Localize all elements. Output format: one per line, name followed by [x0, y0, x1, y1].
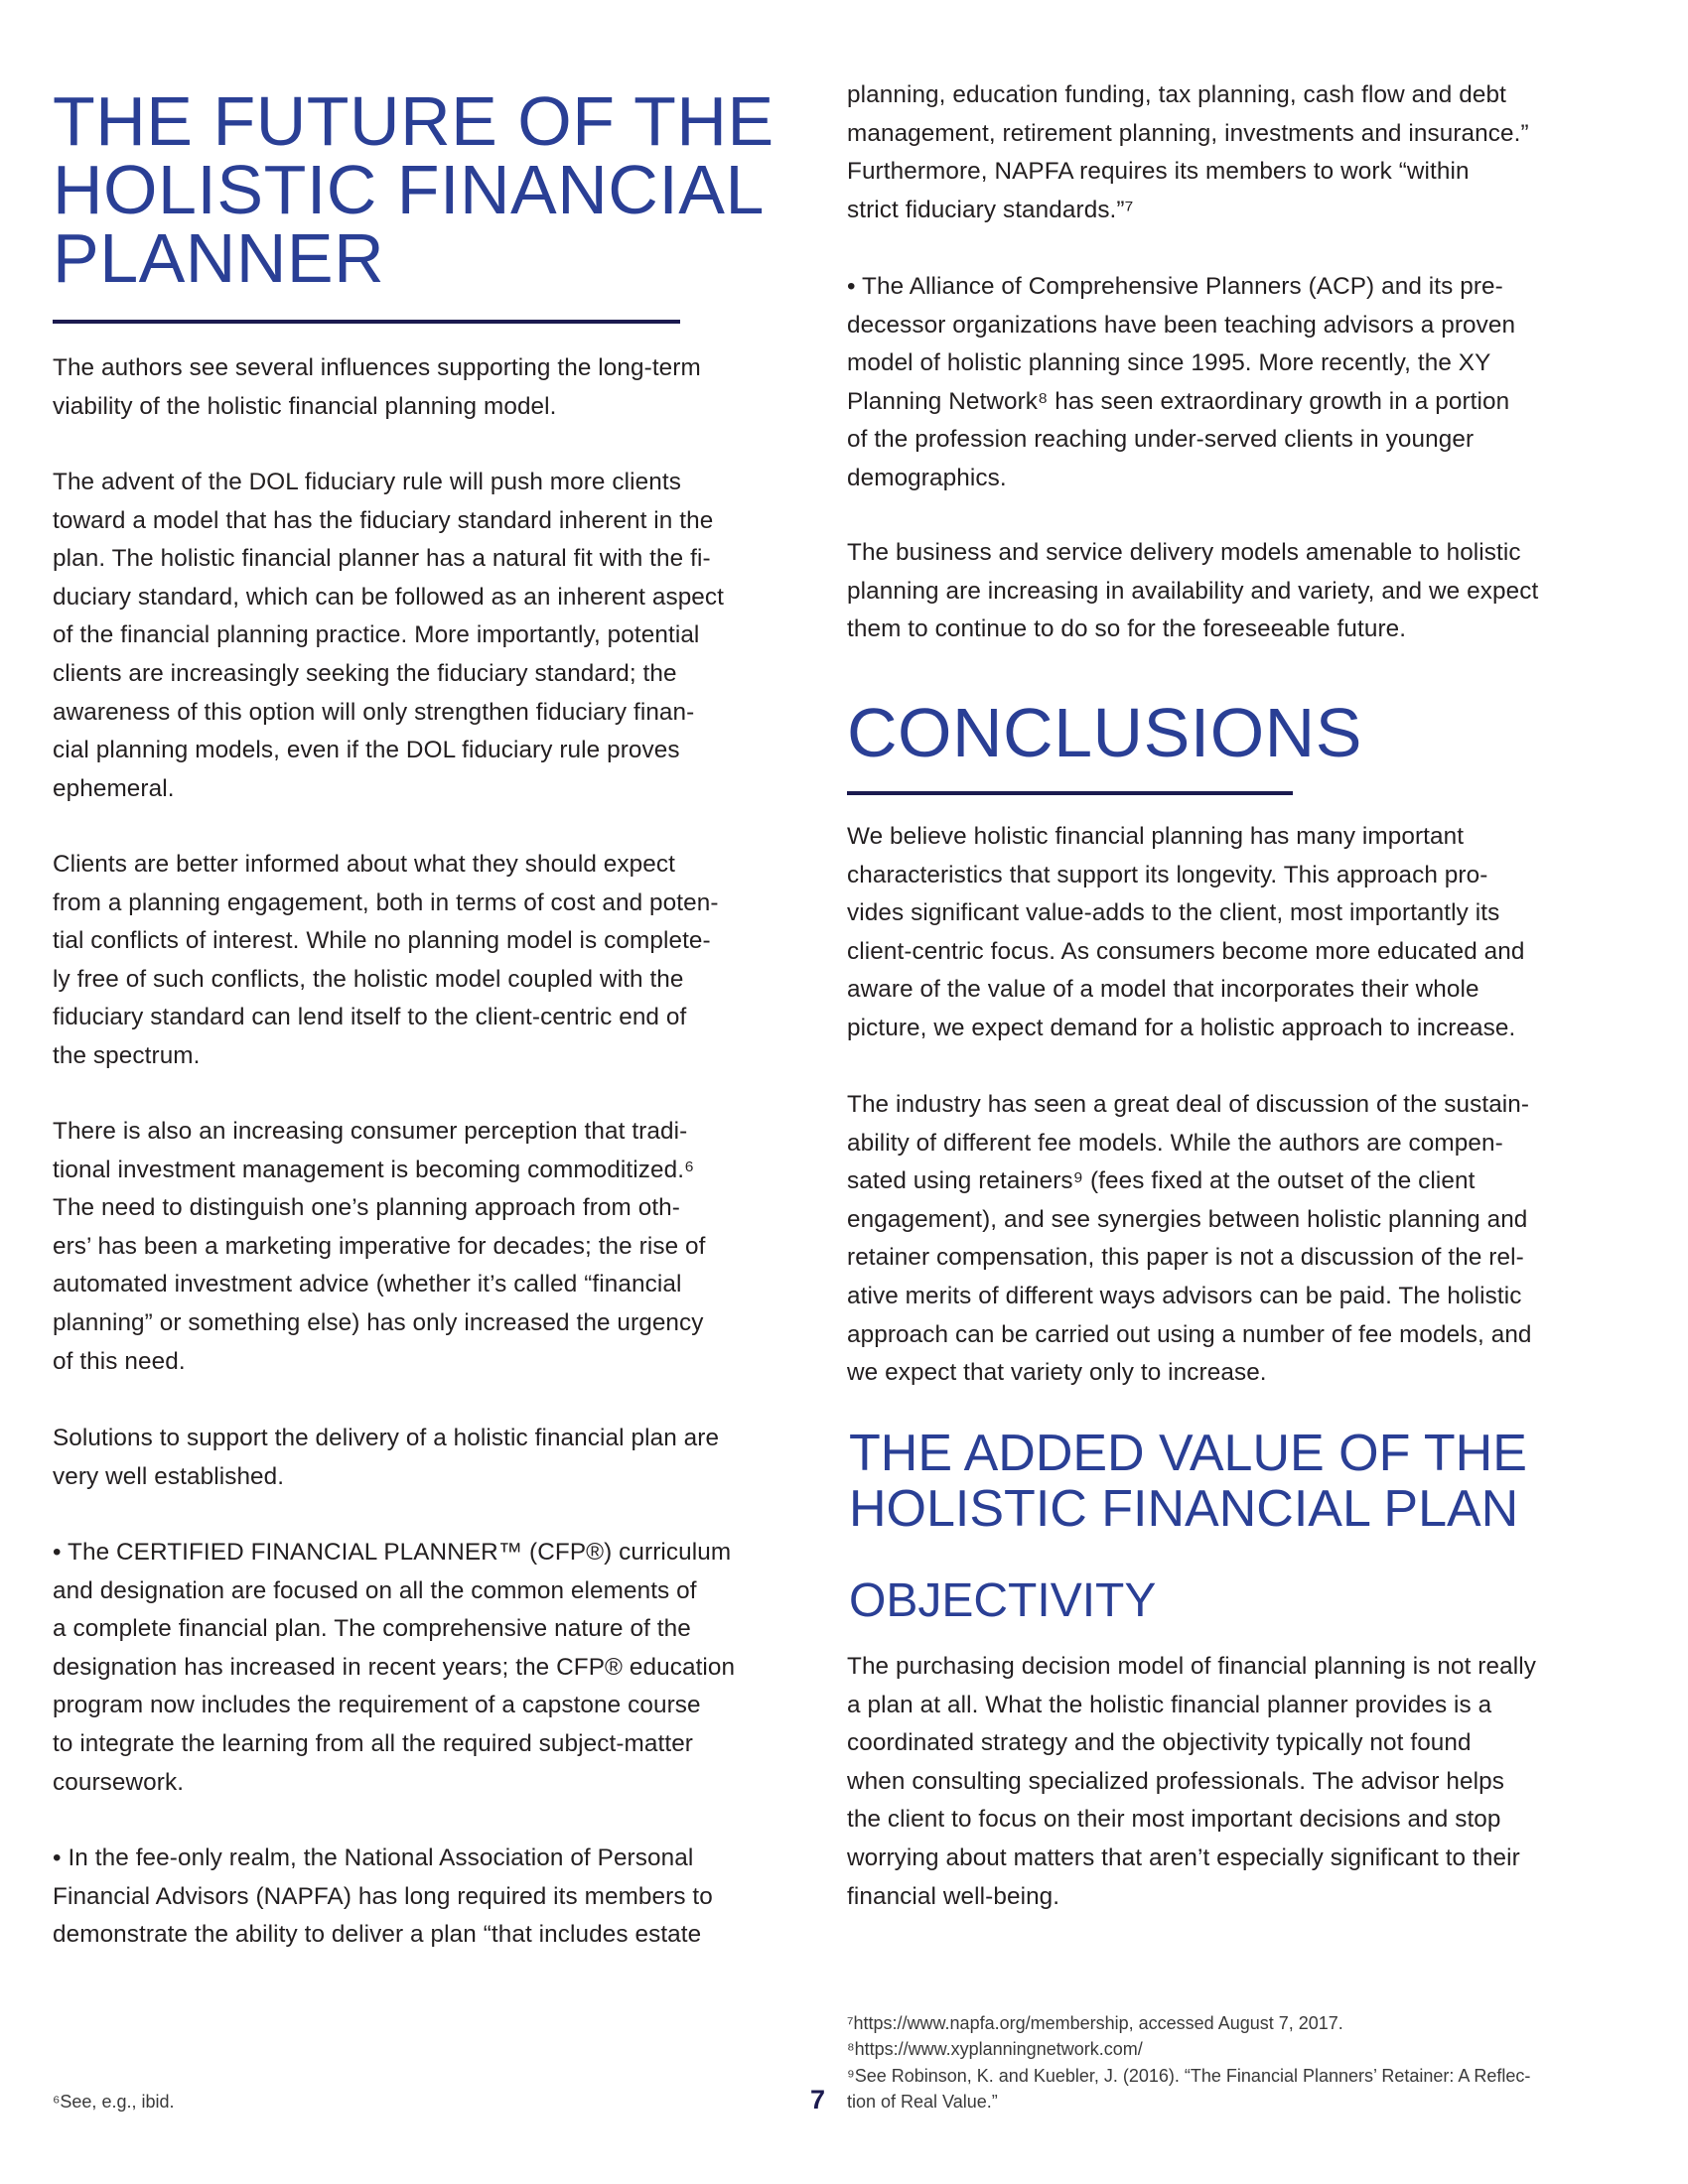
text-line: The purchasing decision model of financial planning is not really — [847, 1653, 1536, 1680]
paragraph — [53, 349, 701, 426]
objectivity-heading: OBJECTIVITY — [849, 1574, 1157, 1627]
bullet-paragraph — [53, 1534, 735, 1802]
text-line: toward a model that has the fiduciary standard inherent in the — [53, 506, 714, 534]
title-line: PLANNER — [53, 219, 385, 297]
paragraph — [53, 1113, 706, 1381]
text-line: ability of different fee models. While the authors are compen- — [847, 1129, 1503, 1157]
paragraph — [53, 464, 724, 808]
text-line: tial conflicts of interest. While no planning model is complete- — [53, 927, 711, 955]
bullet-paragraph — [847, 268, 1515, 498]
text-line: characteristics that support its longevity. This approach pro- — [847, 861, 1488, 888]
text-line: The authors see several influences supporting the long-term — [53, 354, 701, 381]
footnote: ⁶See, e.g., ibid. — [53, 2092, 175, 2112]
text-line: fiduciary standard can lend itself to the client-centric end of — [53, 1004, 687, 1031]
text-line: automated investment advice (whether it’s called “financial — [53, 1271, 682, 1298]
text-line: sated using retainers⁹ (fees fixed at the outset of the client — [847, 1167, 1476, 1195]
footnote: ⁷https://www.napfa.org/membership, accessed August 7, 2017. — [847, 2013, 1343, 2033]
text-line: of the profession reaching under-served clients in younger — [847, 426, 1475, 454]
text-line: vides significant value-adds to the client, most importantly its — [847, 899, 1500, 927]
text-line: duciary standard, which can be followed as an inherent aspect — [53, 583, 725, 611]
text-line: client-centric focus. As consumers become more educated and — [847, 937, 1525, 965]
text-line: a complete financial plan. The comprehensive nature of the — [53, 1615, 691, 1643]
text-line: picture, we expect demand for a holistic approach to increase. — [847, 1014, 1516, 1041]
text-line: we expect that variety only to increase. — [847, 1359, 1267, 1387]
text-line: financial well-being. — [847, 1882, 1060, 1910]
text-line: strict fiduciary standards.”⁷ — [847, 196, 1134, 223]
text-line: very well established. — [53, 1462, 285, 1490]
text-line: decessor organizations have been teaching advisors a proven — [847, 311, 1516, 339]
text-line: a plan at all. What the holistic financial planner provides is a — [847, 1691, 1492, 1718]
text-line: planning, education funding, tax planning, cash flow and debt — [847, 81, 1506, 108]
added-value-heading — [849, 1426, 1527, 1537]
text-line: of the financial planning practice. More importantly, potential — [53, 621, 700, 649]
paragraph — [53, 846, 719, 1076]
text-line: • In the fee-only realm, the National Association of Personal — [53, 1844, 694, 1871]
text-line: • The Alliance of Comprehensive Planners (ACP) and its pre- — [847, 273, 1503, 300]
conclusions-heading: CONCLUSIONS — [847, 694, 1362, 771]
paragraph — [53, 1420, 719, 1496]
text-line: Furthermore, NAPFA requires its members to work “within — [847, 158, 1470, 186]
heading-line: HOLISTIC FINANCIAL PLAN — [849, 1480, 1519, 1538]
text-line: demographics. — [847, 464, 1007, 491]
text-line: the client to focus on their most important decisions and stop — [847, 1806, 1501, 1834]
paragraph — [847, 1086, 1532, 1393]
text-line: program now includes the requirement of a capstone course — [53, 1692, 701, 1719]
paragraph — [847, 534, 1538, 649]
title-line: HOLISTIC FINANCIAL — [53, 151, 765, 228]
text-line: approach can be carried out using a number of fee models, and — [847, 1320, 1532, 1348]
text-line: clients are increasingly seeking the fiduciary standard; the — [53, 659, 677, 687]
text-line: planning” or something else) has only increased the urgency — [53, 1308, 704, 1336]
text-line: Planning Network⁸ has seen extraordinary growth in a portion — [847, 387, 1510, 415]
text-line: cial planning models, even if the DOL fiduciary rule proves — [53, 737, 680, 764]
text-line: model of holistic planning since 1995. More recently, the XY — [847, 349, 1491, 377]
page-number: 7 — [810, 2085, 826, 2115]
title-rule — [53, 320, 680, 324]
text-line: management, retirement planning, investments and insurance.” — [847, 119, 1529, 147]
footnote: ⁸https://www.xyplanningnetwork.com/ — [847, 2039, 1143, 2060]
footnote: tion of Real Value.” — [847, 2092, 998, 2113]
title-line: THE FUTURE OF THE — [53, 82, 774, 160]
text-line: aware of the value of a model that incorporates their whole — [847, 976, 1479, 1004]
text-line: • The CERTIFIED FINANCIAL PLANNER™ (CFP®) curriculum — [53, 1539, 732, 1566]
text-line: retainer compensation, this paper is not a discussion of the rel- — [847, 1244, 1524, 1272]
paragraph — [847, 1648, 1536, 1916]
text-line: The business and service delivery models amenable to holistic — [847, 539, 1521, 566]
text-line: coordinated strategy and the objectivity typically not found — [847, 1729, 1472, 1757]
footnote: ⁹See Robinson, K. and Kuebler, J. (2016). “The Financial Planners’ Retainer: A Reflec- — [847, 2065, 1531, 2086]
bullet-paragraph — [53, 1840, 713, 1955]
text-line: tional investment management is becoming commoditized.⁶ — [53, 1156, 695, 1183]
paragraph — [847, 818, 1525, 1048]
text-line: awareness of this option will only strengthen fiduciary finan- — [53, 698, 695, 726]
text-line: and designation are focused on all the common elements of — [53, 1576, 697, 1604]
section-title — [53, 82, 774, 297]
text-line: ly free of such conflicts, the holistic model coupled with the — [53, 965, 684, 993]
text-line: Financial Advisors (NAPFA) has long required its members to — [53, 1882, 713, 1910]
text-line: There is also an increasing consumer perception that tradi- — [53, 1118, 688, 1145]
text-line: Clients are better informed about what they should expect — [53, 851, 675, 878]
text-line: We believe holistic financial planning has many important — [847, 823, 1465, 850]
text-line: Solutions to support the delivery of a holistic financial plan are — [53, 1425, 720, 1451]
text-line: viability of the holistic financial planning model. — [53, 392, 557, 420]
text-line: designation has increased in recent years; the CFP® education — [53, 1653, 736, 1681]
text-line: ephemeral. — [53, 774, 175, 802]
text-line: them to continue to do so for the foreseeable future. — [847, 615, 1407, 643]
text-line: ative merits of different ways advisors can be paid. The holistic — [847, 1282, 1522, 1309]
conclusions-rule — [847, 791, 1293, 795]
text-line: The advent of the DOL fiduciary rule will push more clients — [53, 469, 681, 495]
heading-line: THE ADDED VALUE OF THE — [849, 1425, 1527, 1482]
text-line: the spectrum. — [53, 1041, 201, 1069]
text-line: engagement), and see synergies between holistic planning and — [847, 1205, 1528, 1233]
text-line: when consulting specialized professionals. The advisor helps — [847, 1767, 1504, 1795]
text-line: plan. The holistic financial planner has a natural fit with the fi- — [53, 545, 711, 573]
text-line: from a planning engagement, both in terms of cost and poten- — [53, 888, 719, 916]
text-line: worrying about matters that aren’t especially significant to their — [847, 1843, 1520, 1871]
text-line: The industry has seen a great deal of discussion of the sustain- — [847, 1091, 1530, 1118]
text-line: The need to distinguish one’s planning approach from oth- — [53, 1194, 680, 1222]
text-line: ers’ has been a marketing imperative for decades; the rise of — [53, 1232, 706, 1260]
footnotes — [847, 2010, 1530, 2116]
text-line: planning are increasing in availability and variety, and we expect — [847, 577, 1539, 605]
text-line: of this need. — [53, 1347, 186, 1375]
text-line: to integrate the learning from all the required subject-matter — [53, 1729, 694, 1757]
paragraph — [847, 76, 1529, 229]
text-line: coursework. — [53, 1768, 185, 1796]
text-line: demonstrate the ability to deliver a plan “that includes estate — [53, 1921, 702, 1949]
